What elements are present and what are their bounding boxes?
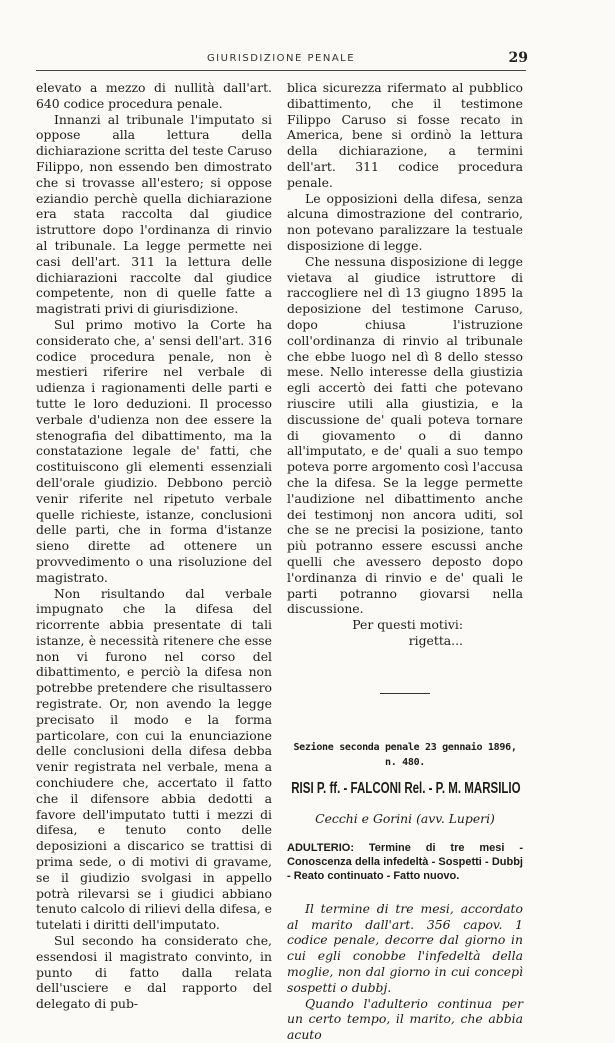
paragraph: Che nessuna disposizione di legge vietava al giudice istruttore di raccogliere nel dì 13 giugno 1895 la deposizione del testimone Caruso, dopo chiusa l'istruzione coll'ordinanza di rinvio al tribunale che ebbe luogo nel dì 8 dello stesso mese. Nello interesse della giustizia egli accertò dei fatti che potevano riuscire utili alla giustizia, e la discussione de' quali poteva tornare di giovamento o di danno all'imputato, e de' quali a suo tempo poteva porre argomento così l'accusa che la difesa. Se la legge permette l'audizione nel dibattimento anche dei testimonj non ancora uditi, sol che se ne precisi la posizione, tanto più potranno essere escussi anche quelli che avessero deposto dopo l'ordinanza di rinvio e de' quali le parti potranno giovarsi nella discussione. <box>287 253 523 617</box>
running-header <box>36 50 526 71</box>
paragraph: blica sicurezza rifermato al pubblico dibattimento, che il testimone Filippo Caruso si fosse recato in America, bene si ordinò la lettura della dichiarazione, a termini dell'art. 311 codice procedura penale. <box>287 80 523 190</box>
paragraph-conclusion: Per questi motivi: rigetta... <box>352 617 463 648</box>
paragraph: Sul primo motivo la Corte ha considerato che, a' sensi dell'art. 316 codice procedura penale, non è mestieri riferire nel verbale di udienza i ragionamenti delle parti e tutte le loro deduzioni. Il processo verbale d'udienza non dee essere la stenografia del dibattimento, ma la constatazione legale de' fatti, che costituiscono gli elementi essenziali dell'orale giudizio. Debbono perciò venir riferite nel ripetuto verbale quelle richieste, istanze, conclusioni delle parti, che in forma d'istanze sieno dirette ad ottenere un provvedimento o una risoluzione del magistrato. <box>36 316 272 585</box>
left-column <box>36 80 272 1012</box>
right-column <box>287 80 523 1043</box>
paragraph: Le opposizioni della difesa, senza alcuna dimostrazione del contrario, non potevano paralizzare la testuale disposizione di legge. <box>287 190 523 253</box>
session-heading: Sezione seconda penale 23 gennaio 1896, n. 480. <box>293 741 517 769</box>
paragraph: Sul secondo ha considerato che, essendosi il magistrato convinto, in punto di fatto dalla relata dell'usciere e dal rapporto del delegato di pub- <box>36 933 272 1012</box>
paragraph: elevato a mezzo di nullità dall'art. 640 codice procedura penale. <box>36 80 272 111</box>
judges-line: RISI P. ff. - FALCONI Rel. - P. M. MARSILIO <box>291 780 521 798</box>
page-number: 29 <box>508 50 528 66</box>
paragraph: Non risultando dal verbale impugnato che la difesa del ricorrente abbia presentate di tali istanze, è necessità ritenere che esse non vi furono nel corso del dibattimento, e perciò la difesa non potrebbe pretendere che risultassero registrate. Or, non avendo la legge precisato il modo e la forma particolare, con cui la enunciazione delle conclusioni della difesa debba venir registrata nel verbale, mena a conchiudere che, accertato il fatto che il difensore abbia dedotti a favore dell'imputato tutti i mezzi di difesa, e tenuto conto delle deposizioni a discarico se trattisi di prima sede, o di motivi di gravame, se il giudizio svolgasi in appello potrà rilevarsi se i giudici abbiano tenuto calcolo di rilievi della difesa, e tutelati i diritti dell'imputato. <box>36 585 272 933</box>
running-title: GIURISDIZIONE PENALE <box>206 53 356 64</box>
section-divider <box>380 693 430 694</box>
maxim: Il termine di tre mesi, accordato al marito dall'art. 356 capov. 1 codice penale, decorre dal giorno in cui egli conobbe l'infedeltà della moglie, non dal giorno in cui concepì sospetti o dubbj. <box>287 900 523 995</box>
paragraph: Innanzi al tribunale l'imputato si oppose alla lettura della dichiarazione scritta del teste Caruso Filippo, non essendo ben dimostrato che si trovasse all'estero; si oppose eziandio perchè quella dichiarazione era stata raccolta dal giudice istruttore dopo l'ordinanza di rinvio al tribunale. La legge permette nei casi dell'art. 311 la lettura delle dichiarazioni raccolte dal giudice competente, non di quelle fatte a magistrati privi di giurisdizione. <box>36 111 272 317</box>
maxim: Quando l'adulterio continua per un certo tempo, il marito, che abbia acuto <box>287 995 523 1043</box>
keywords-summary: ADULTERIO: Termine di tre mesi - Conoscenza della infedeltà - Sospetti - Dubbj - Reato continuato - Fatto nuovo. <box>287 841 523 882</box>
parties-line: Cecchi e Gorini (avv. Luperi) <box>315 811 495 827</box>
